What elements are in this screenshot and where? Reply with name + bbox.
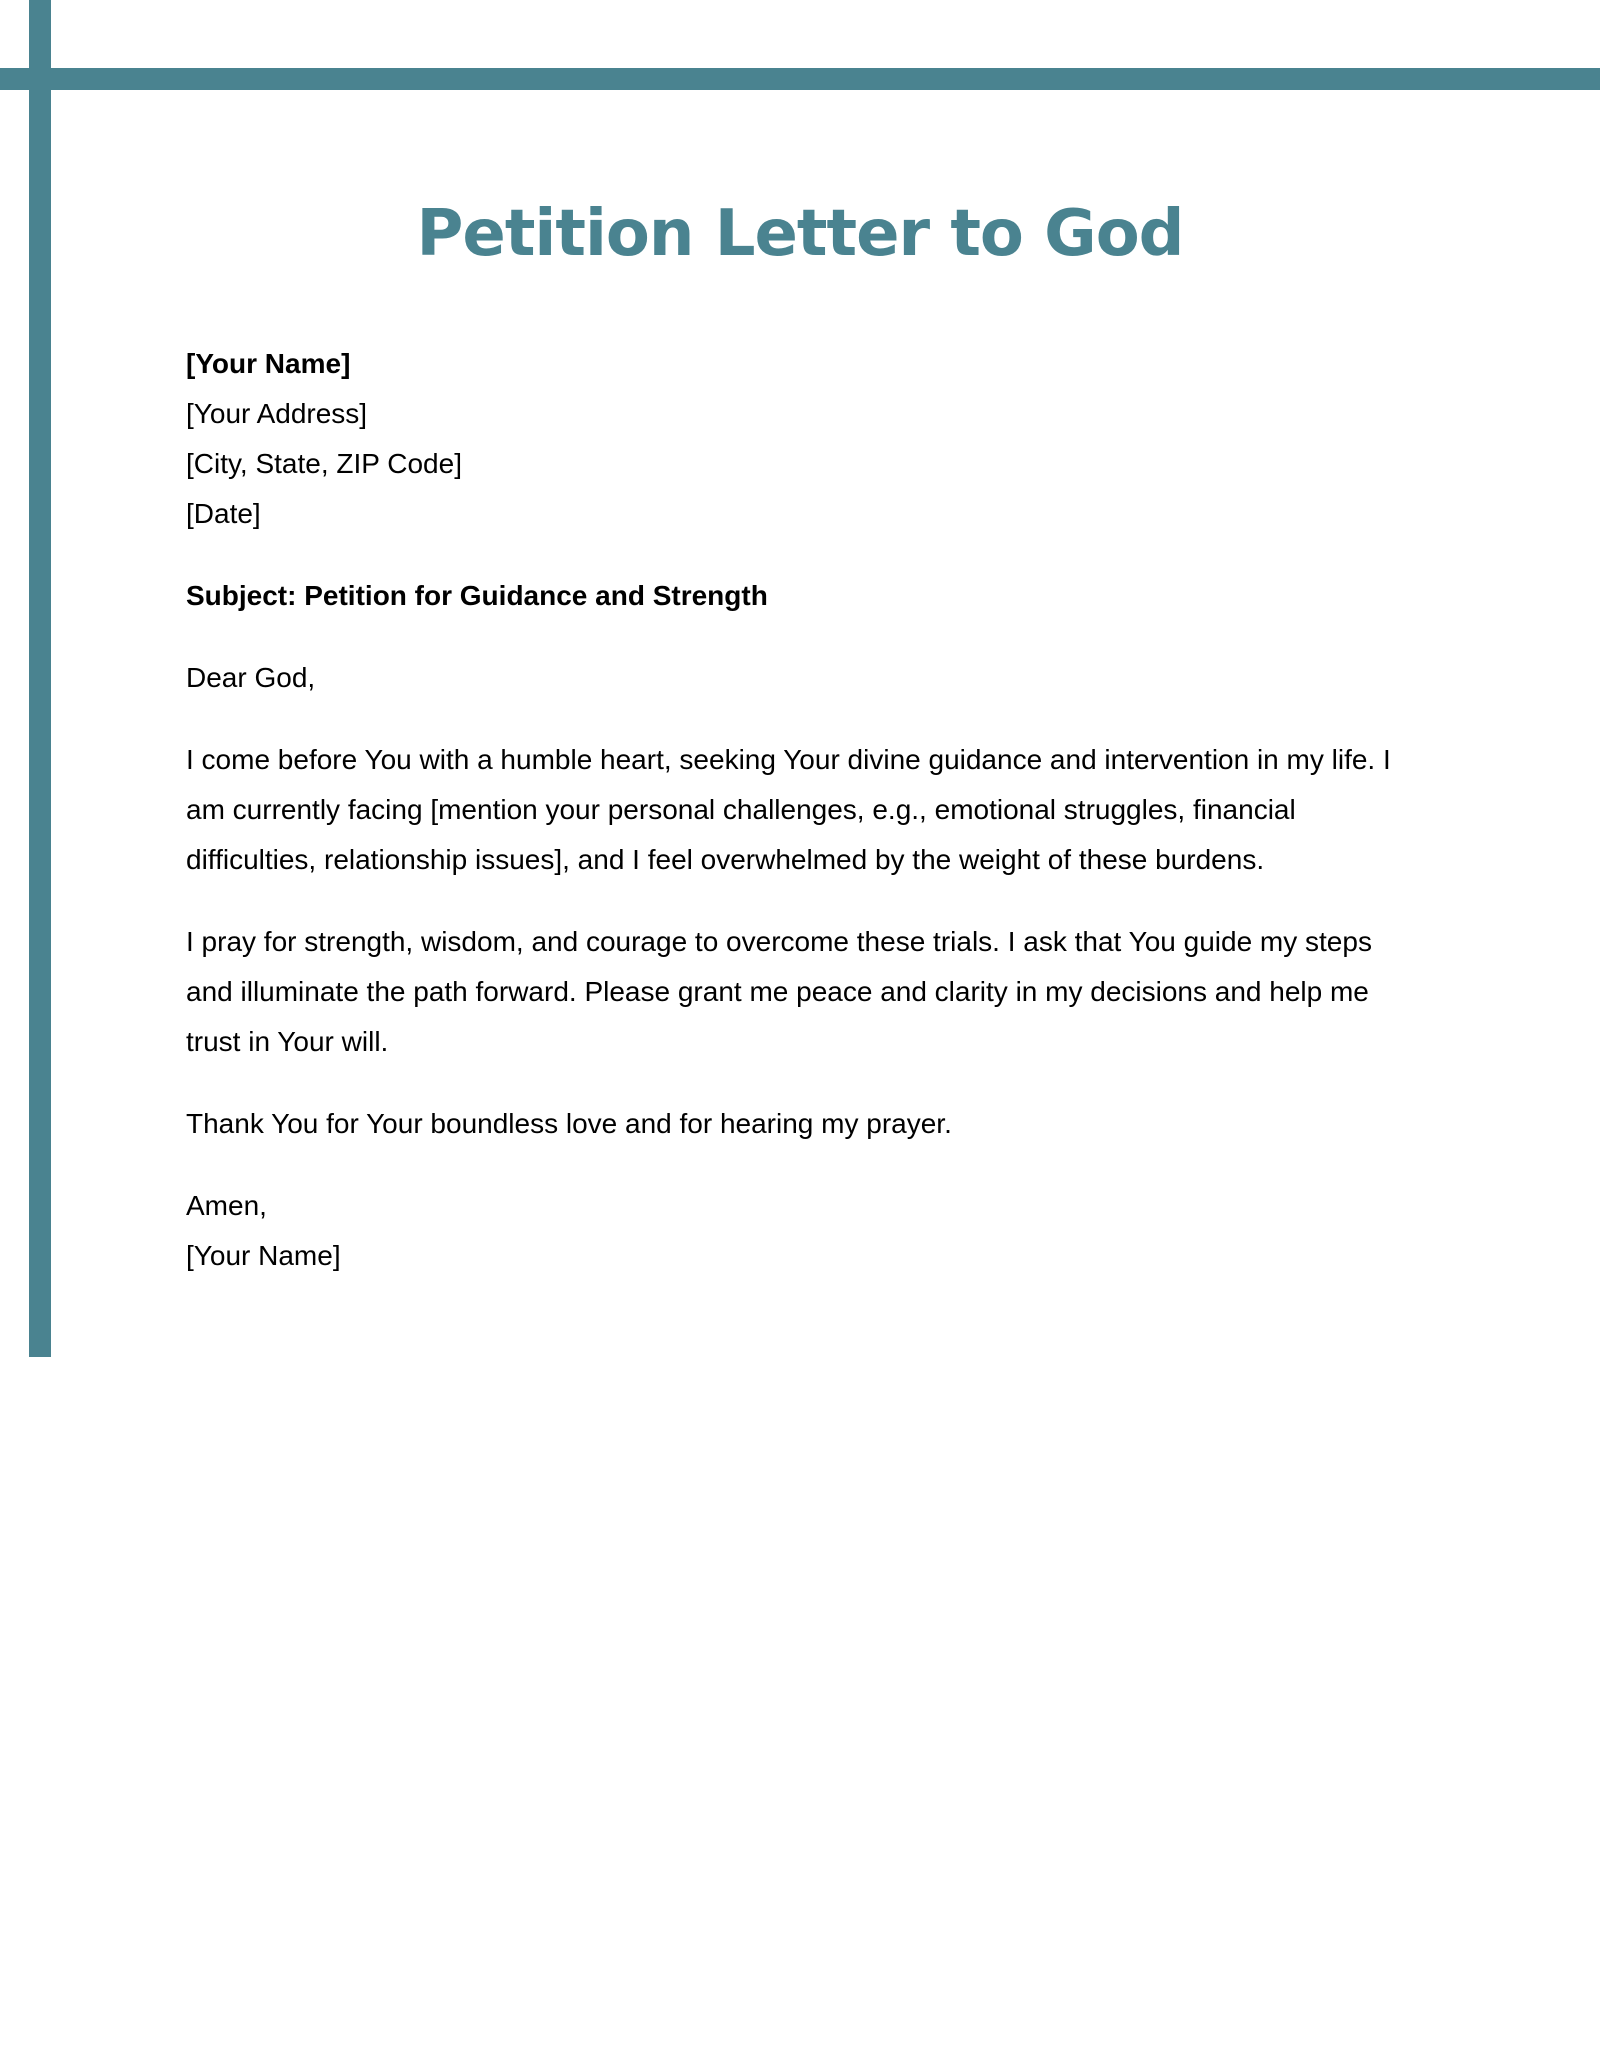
sender-block: [186, 339, 1426, 539]
letter-date: [Date]: [186, 498, 261, 529]
decorative-horizontal-bar: [0, 68, 1600, 90]
closing: Amen,: [186, 1190, 267, 1221]
body-paragraph-2: I pray for strength, wisdom, and courage to overcome these trials. I ask that You guide my steps and illuminate the path forward. Please grant me peace and clarity in my decisions and help me trust in Your will.: [186, 926, 1372, 1057]
sender-name: [Your Name]: [186, 348, 351, 379]
letter-body: [186, 339, 1426, 1313]
signature: [Your Name]: [186, 1240, 341, 1271]
subject-line: Subject: Petition for Guidance and Strength: [186, 580, 768, 611]
body-paragraph-1: I come before You with a humble heart, seeking Your divine guidance and intervention in my life. I am currently facing [mention your personal challenges, e.g., emotional struggles, financial difficulties, relationship issues], and I feel overwhelmed by the weight of these burdens.: [186, 744, 1391, 875]
closing-block: [186, 1181, 1426, 1281]
sender-address: [Your Address]: [186, 398, 368, 429]
sender-city-state-zip: [City, State, ZIP Code]: [186, 448, 462, 479]
page-title: Petition Letter to God: [416, 197, 1184, 271]
salutation: Dear God,: [186, 662, 316, 693]
body-paragraph-3: Thank You for Your boundless love and for hearing my prayer.: [186, 1108, 952, 1139]
